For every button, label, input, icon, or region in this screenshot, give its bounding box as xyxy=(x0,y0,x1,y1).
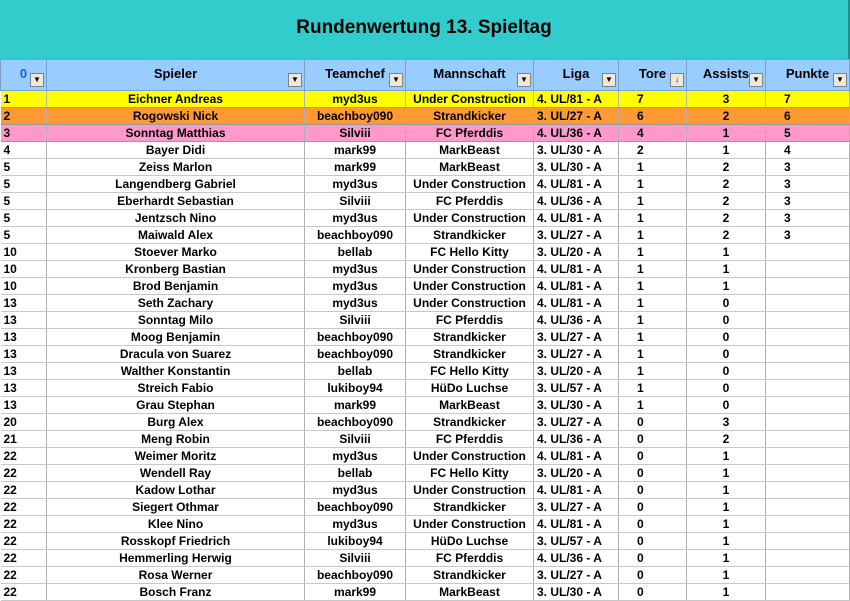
cell-teamchef[interactable]: mark99 xyxy=(305,142,406,159)
column-header-label: Tore xyxy=(638,65,667,81)
cell-liga[interactable]: 3. UL/30 - A xyxy=(534,397,619,414)
cell-spieler[interactable]: Bayer Didi xyxy=(47,142,305,159)
cell-rank[interactable]: 13 xyxy=(1,346,47,363)
cell-spieler[interactable]: Grau Stephan xyxy=(47,397,305,414)
cell-assists[interactable]: 0 xyxy=(687,346,766,363)
cell-rank[interactable]: 13 xyxy=(1,363,47,380)
cell-liga[interactable]: 4. UL/36 - A xyxy=(534,125,619,142)
table-row xyxy=(1,193,850,210)
cell-liga[interactable]: 3. UL/27 - A xyxy=(534,108,619,125)
cell-teamchef[interactable]: bellab xyxy=(305,363,406,380)
cell-teamchef[interactable]: lukiboy94 xyxy=(305,380,406,397)
cell-assists[interactable]: 1 xyxy=(687,244,766,261)
cell-teamchef[interactable]: beachboy090 xyxy=(305,329,406,346)
cell-liga[interactable]: 4. UL/36 - A xyxy=(534,550,619,567)
cell-rank[interactable]: 10 xyxy=(1,261,47,278)
cell-teamchef[interactable]: beachboy090 xyxy=(305,346,406,363)
cell-teamchef[interactable]: beachboy090 xyxy=(305,414,406,431)
dropdown-arrow-icon[interactable]: ▼ xyxy=(833,73,847,87)
cell-spieler[interactable]: Eberhardt Sebastian xyxy=(47,193,305,210)
cell-liga[interactable]: 4. UL/81 - A xyxy=(534,278,619,295)
title-banner xyxy=(0,0,850,59)
cell-liga[interactable]: 4. UL/81 - A xyxy=(534,295,619,312)
cell-rank[interactable]: 22 xyxy=(1,516,47,533)
column-header-mannschaft xyxy=(406,60,534,91)
cell-liga[interactable]: 3. UL/27 - A xyxy=(534,329,619,346)
cell-tore[interactable]: 0 xyxy=(619,499,687,516)
cell-liga[interactable]: 3. UL/27 - A xyxy=(534,499,619,516)
results-table xyxy=(0,59,850,601)
cell-mannschaft[interactable]: FC Pferddis xyxy=(406,193,534,210)
sort-descending-icon[interactable]: ↓ xyxy=(670,73,684,87)
cell-assists[interactable]: 3 xyxy=(687,414,766,431)
cell-tore[interactable]: 1 xyxy=(619,346,687,363)
cell-liga[interactable]: 3. UL/30 - A xyxy=(534,142,619,159)
cell-punkte[interactable] xyxy=(766,482,850,499)
cell-mannschaft[interactable]: MarkBeast xyxy=(406,159,534,176)
column-header-label: Assists xyxy=(702,65,750,81)
cell-teamchef[interactable]: bellab xyxy=(305,244,406,261)
cell-teamchef[interactable]: lukiboy94 xyxy=(305,533,406,550)
cell-punkte[interactable]: 7 xyxy=(766,91,850,108)
cell-assists[interactable]: 0 xyxy=(687,363,766,380)
cell-spieler[interactable]: Weimer Moritz xyxy=(47,448,305,465)
cell-assists[interactable]: 1 xyxy=(687,142,766,159)
cell-rank[interactable]: 22 xyxy=(1,448,47,465)
cell-assists[interactable]: 0 xyxy=(687,295,766,312)
cell-assists[interactable]: 2 xyxy=(687,210,766,227)
cell-mannschaft[interactable]: Under Construction xyxy=(406,278,534,295)
cell-rank[interactable]: 10 xyxy=(1,244,47,261)
cell-rank[interactable]: 1 xyxy=(1,91,47,108)
cell-rank[interactable]: 20 xyxy=(1,414,47,431)
cell-spieler[interactable]: Seth Zachary xyxy=(47,295,305,312)
cell-spieler[interactable]: Kadow Lothar xyxy=(47,482,305,499)
cell-liga[interactable]: 3. UL/27 - A xyxy=(534,227,619,244)
cell-assists[interactable]: 1 xyxy=(687,465,766,482)
column-header-label: Teamchef xyxy=(325,65,385,81)
cell-teamchef[interactable]: beachboy090 xyxy=(305,227,406,244)
cell-liga[interactable]: 4. UL/81 - A xyxy=(534,448,619,465)
cell-mannschaft[interactable]: FC Pferddis xyxy=(406,312,534,329)
cell-spieler[interactable]: Brod Benjamin xyxy=(47,278,305,295)
cell-assists[interactable]: 2 xyxy=(687,108,766,125)
cell-punkte[interactable] xyxy=(766,329,850,346)
cell-mannschaft[interactable]: FC Pferddis xyxy=(406,125,534,142)
cell-tore[interactable]: 1 xyxy=(619,380,687,397)
cell-rank[interactable]: 10 xyxy=(1,278,47,295)
cell-teamchef[interactable]: myd3us xyxy=(305,482,406,499)
cell-tore[interactable]: 0 xyxy=(619,550,687,567)
table-row xyxy=(1,295,850,312)
cell-teamchef[interactable]: myd3us xyxy=(305,91,406,108)
cell-punkte[interactable] xyxy=(766,397,850,414)
cell-teamchef[interactable]: beachboy090 xyxy=(305,567,406,584)
cell-mannschaft[interactable]: Under Construction xyxy=(406,261,534,278)
cell-rank[interactable]: 2 xyxy=(1,108,47,125)
cell-mannschaft[interactable]: MarkBeast xyxy=(406,584,534,601)
column-header-label: 0 xyxy=(19,65,28,81)
cell-punkte[interactable] xyxy=(766,448,850,465)
cell-teamchef[interactable]: Silviii xyxy=(305,431,406,448)
cell-rank[interactable]: 22 xyxy=(1,550,47,567)
cell-liga[interactable]: 3. UL/57 - A xyxy=(534,380,619,397)
table-row xyxy=(1,261,850,278)
cell-tore[interactable]: 1 xyxy=(619,159,687,176)
cell-liga[interactable]: 3. UL/20 - A xyxy=(534,465,619,482)
cell-rank[interactable]: 5 xyxy=(1,159,47,176)
cell-assists[interactable]: 1 xyxy=(687,278,766,295)
cell-punkte[interactable] xyxy=(766,312,850,329)
table-row xyxy=(1,329,850,346)
cell-tore[interactable]: 0 xyxy=(619,516,687,533)
cell-liga[interactable]: 4. UL/36 - A xyxy=(534,431,619,448)
cell-liga[interactable]: 3. UL/20 - A xyxy=(534,363,619,380)
cell-spieler[interactable]: Burg Alex xyxy=(47,414,305,431)
cell-punkte[interactable] xyxy=(766,261,850,278)
column-header-teamchef xyxy=(305,60,406,91)
cell-teamchef[interactable]: myd3us xyxy=(305,516,406,533)
table-row xyxy=(1,176,850,193)
cell-punkte[interactable] xyxy=(766,499,850,516)
cell-teamchef[interactable]: myd3us xyxy=(305,210,406,227)
cell-assists[interactable]: 2 xyxy=(687,227,766,244)
cell-assists[interactable]: 0 xyxy=(687,397,766,414)
cell-assists[interactable]: 2 xyxy=(687,159,766,176)
cell-spieler[interactable]: Jentzsch Nino xyxy=(47,210,305,227)
column-header-label: Mannschaft xyxy=(433,65,506,81)
cell-mannschaft[interactable]: Strandkicker xyxy=(406,346,534,363)
cell-assists[interactable]: 1 xyxy=(687,482,766,499)
cell-punkte[interactable] xyxy=(766,380,850,397)
cell-liga[interactable]: 4. UL/36 - A xyxy=(534,193,619,210)
cell-tore[interactable]: 1 xyxy=(619,278,687,295)
table-row xyxy=(1,380,850,397)
cell-teamchef[interactable]: Silviii xyxy=(305,312,406,329)
cell-assists[interactable]: 3 xyxy=(687,91,766,108)
table-row xyxy=(1,567,850,584)
table-row xyxy=(1,482,850,499)
cell-assists[interactable]: 2 xyxy=(687,193,766,210)
table-row xyxy=(1,465,850,482)
cell-punkte[interactable] xyxy=(766,295,850,312)
cell-punkte[interactable] xyxy=(766,516,850,533)
cell-tore[interactable]: 4 xyxy=(619,125,687,142)
cell-spieler[interactable]: Kronberg Bastian xyxy=(47,261,305,278)
column-header-tore xyxy=(619,60,687,91)
cell-assists[interactable]: 1 xyxy=(687,125,766,142)
cell-mannschaft[interactable]: FC Hello Kitty xyxy=(406,244,534,261)
cell-spieler[interactable]: Stoever Marko xyxy=(47,244,305,261)
table-row xyxy=(1,516,850,533)
cell-assists[interactable]: 1 xyxy=(687,584,766,601)
column-header-rank xyxy=(1,60,47,91)
cell-teamchef[interactable]: myd3us xyxy=(305,176,406,193)
cell-tore[interactable]: 1 xyxy=(619,397,687,414)
cell-tore[interactable]: 0 xyxy=(619,584,687,601)
cell-tore[interactable]: 0 xyxy=(619,482,687,499)
table-row xyxy=(1,431,850,448)
cell-spieler[interactable]: Klee Nino xyxy=(47,516,305,533)
cell-liga[interactable]: 4. UL/81 - A xyxy=(534,261,619,278)
cell-rank[interactable]: 22 xyxy=(1,567,47,584)
cell-liga[interactable]: 4. UL/81 - A xyxy=(534,210,619,227)
cell-teamchef[interactable]: myd3us xyxy=(305,261,406,278)
table-row xyxy=(1,448,850,465)
cell-tore[interactable]: 7 xyxy=(619,91,687,108)
cell-punkte[interactable] xyxy=(766,567,850,584)
cell-teamchef[interactable]: mark99 xyxy=(305,584,406,601)
cell-spieler[interactable]: Siegert Othmar xyxy=(47,499,305,516)
cell-teamchef[interactable]: Silviii xyxy=(305,550,406,567)
cell-spieler[interactable]: Rosskopf Friedrich xyxy=(47,533,305,550)
cell-mannschaft[interactable]: Strandkicker xyxy=(406,329,534,346)
cell-spieler[interactable]: Maiwald Alex xyxy=(47,227,305,244)
cell-teamchef[interactable]: mark99 xyxy=(305,397,406,414)
cell-punkte[interactable]: 3 xyxy=(766,210,850,227)
table-body xyxy=(1,91,850,601)
dropdown-arrow-icon[interactable]: ▼ xyxy=(517,73,531,87)
cell-rank[interactable]: 13 xyxy=(1,397,47,414)
cell-punkte[interactable] xyxy=(766,584,850,601)
cell-tore[interactable]: 0 xyxy=(619,533,687,550)
cell-mannschaft[interactable]: Strandkicker xyxy=(406,499,534,516)
table-row xyxy=(1,244,850,261)
cell-teamchef[interactable]: Silviii xyxy=(305,193,406,210)
cell-rank[interactable]: 13 xyxy=(1,380,47,397)
cell-liga[interactable]: 3. UL/20 - A xyxy=(534,244,619,261)
dropdown-arrow-icon[interactable]: ▼ xyxy=(749,73,763,87)
cell-mannschaft[interactable]: Strandkicker xyxy=(406,108,534,125)
cell-tore[interactable]: 0 xyxy=(619,431,687,448)
table-row xyxy=(1,278,850,295)
cell-spieler[interactable]: Hemmerling Herwig xyxy=(47,550,305,567)
table-row xyxy=(1,125,850,142)
cell-assists[interactable]: 1 xyxy=(687,499,766,516)
cell-assists[interactable]: 2 xyxy=(687,431,766,448)
cell-rank[interactable]: 5 xyxy=(1,227,47,244)
cell-rank[interactable]: 13 xyxy=(1,329,47,346)
cell-spieler[interactable]: Rogowski Nick xyxy=(47,108,305,125)
cell-spieler[interactable]: Meng Robin xyxy=(47,431,305,448)
cell-tore[interactable]: 0 xyxy=(619,414,687,431)
cell-mannschaft[interactable]: Under Construction xyxy=(406,482,534,499)
cell-assists[interactable]: 2 xyxy=(687,176,766,193)
cell-spieler[interactable]: Moog Benjamin xyxy=(47,329,305,346)
dropdown-arrow-icon[interactable]: ▼ xyxy=(389,73,403,87)
cell-liga[interactable]: 3. UL/30 - A xyxy=(534,159,619,176)
cell-liga[interactable]: 4. UL/81 - A xyxy=(534,91,619,108)
cell-spieler[interactable]: Rosa Werner xyxy=(47,567,305,584)
cell-punkte[interactable]: 3 xyxy=(766,227,850,244)
cell-rank[interactable]: 13 xyxy=(1,295,47,312)
cell-teamchef[interactable]: myd3us xyxy=(305,278,406,295)
cell-tore[interactable]: 1 xyxy=(619,261,687,278)
cell-tore[interactable]: 6 xyxy=(619,108,687,125)
cell-rank[interactable]: 5 xyxy=(1,176,47,193)
table-row xyxy=(1,159,850,176)
table-row xyxy=(1,346,850,363)
cell-assists[interactable]: 1 xyxy=(687,261,766,278)
cell-rank[interactable]: 21 xyxy=(1,431,47,448)
cell-tore[interactable]: 1 xyxy=(619,176,687,193)
cell-assists[interactable]: 0 xyxy=(687,312,766,329)
cell-liga[interactable]: 3. UL/30 - A xyxy=(534,584,619,601)
table-row xyxy=(1,108,850,125)
cell-mannschaft[interactable]: Under Construction xyxy=(406,448,534,465)
cell-rank[interactable]: 3 xyxy=(1,125,47,142)
cell-liga[interactable]: 3. UL/57 - A xyxy=(534,533,619,550)
cell-tore[interactable]: 0 xyxy=(619,465,687,482)
table-row xyxy=(1,91,850,108)
column-header-label: Punkte xyxy=(785,65,830,81)
cell-mannschaft[interactable]: FC Hello Kitty xyxy=(406,363,534,380)
cell-rank[interactable]: 5 xyxy=(1,193,47,210)
cell-tore[interactable]: 1 xyxy=(619,227,687,244)
cell-punkte[interactable] xyxy=(766,363,850,380)
cell-rank[interactable]: 22 xyxy=(1,499,47,516)
cell-teamchef[interactable]: myd3us xyxy=(305,448,406,465)
cell-mannschaft[interactable]: Under Construction xyxy=(406,210,534,227)
cell-spieler[interactable]: Dracula von Suarez xyxy=(47,346,305,363)
cell-tore[interactable]: 0 xyxy=(619,448,687,465)
cell-mannschaft[interactable]: MarkBeast xyxy=(406,397,534,414)
cell-mannschaft[interactable]: FC Pferddis xyxy=(406,431,534,448)
cell-punkte[interactable] xyxy=(766,533,850,550)
cell-punkte[interactable] xyxy=(766,550,850,567)
column-header-spieler xyxy=(47,60,305,91)
cell-tore[interactable]: 1 xyxy=(619,193,687,210)
cell-teamchef[interactable]: myd3us xyxy=(305,295,406,312)
cell-tore[interactable]: 1 xyxy=(619,210,687,227)
column-header-label: Liga xyxy=(562,65,590,81)
cell-rank[interactable]: 13 xyxy=(1,312,47,329)
cell-teamchef[interactable]: mark99 xyxy=(305,159,406,176)
table-row xyxy=(1,414,850,431)
cell-tore[interactable]: 1 xyxy=(619,329,687,346)
column-header-label: Spieler xyxy=(153,65,198,81)
table-row xyxy=(1,363,850,380)
cell-mannschaft[interactable]: Strandkicker xyxy=(406,414,534,431)
cell-liga[interactable]: 4. UL/36 - A xyxy=(534,312,619,329)
cell-punkte[interactable]: 3 xyxy=(766,159,850,176)
cell-punkte[interactable]: 6 xyxy=(766,108,850,125)
cell-mannschaft[interactable]: Under Construction xyxy=(406,516,534,533)
cell-tore[interactable]: 1 xyxy=(619,244,687,261)
cell-assists[interactable]: 1 xyxy=(687,567,766,584)
cell-rank[interactable]: 5 xyxy=(1,210,47,227)
cell-spieler[interactable]: Langendberg Gabriel xyxy=(47,176,305,193)
column-header-punkte xyxy=(766,60,850,91)
cell-liga[interactable]: 3. UL/27 - A xyxy=(534,567,619,584)
cell-punkte[interactable]: 3 xyxy=(766,176,850,193)
cell-punkte[interactable] xyxy=(766,414,850,431)
cell-spieler[interactable]: Walther Konstantin xyxy=(47,363,305,380)
cell-spieler[interactable]: Sonntag Matthias xyxy=(47,125,305,142)
cell-rank[interactable]: 4 xyxy=(1,142,47,159)
cell-punkte[interactable] xyxy=(766,465,850,482)
cell-mannschaft[interactable]: MarkBeast xyxy=(406,142,534,159)
cell-spieler[interactable]: Sonntag Milo xyxy=(47,312,305,329)
table-row xyxy=(1,499,850,516)
cell-assists[interactable]: 1 xyxy=(687,448,766,465)
cell-mannschaft[interactable]: Strandkicker xyxy=(406,227,534,244)
cell-teamchef[interactable]: Silviii xyxy=(305,125,406,142)
table-row xyxy=(1,210,850,227)
header-row xyxy=(1,60,850,91)
cell-rank[interactable]: 22 xyxy=(1,584,47,601)
cell-mannschaft[interactable]: Under Construction xyxy=(406,91,534,108)
cell-liga[interactable]: 3. UL/27 - A xyxy=(534,346,619,363)
cell-tore[interactable]: 2 xyxy=(619,142,687,159)
cell-rank[interactable]: 22 xyxy=(1,482,47,499)
cell-punkte[interactable] xyxy=(766,346,850,363)
cell-assists[interactable]: 0 xyxy=(687,380,766,397)
cell-spieler[interactable]: Zeiss Marlon xyxy=(47,159,305,176)
dropdown-arrow-icon[interactable]: ▼ xyxy=(30,73,44,87)
cell-assists[interactable]: 1 xyxy=(687,533,766,550)
cell-teamchef[interactable]: bellab xyxy=(305,465,406,482)
cell-mannschaft[interactable]: Under Construction xyxy=(406,176,534,193)
cell-spieler[interactable]: Wendell Ray xyxy=(47,465,305,482)
page-title: Rundenwertung 13. Spieltag xyxy=(296,17,552,38)
dropdown-arrow-icon[interactable]: ▼ xyxy=(602,73,616,87)
cell-spieler[interactable]: Eichner Andreas xyxy=(47,91,305,108)
cell-teamchef[interactable]: beachboy090 xyxy=(305,108,406,125)
cell-tore[interactable]: 0 xyxy=(619,567,687,584)
cell-liga[interactable]: 4. UL/81 - A xyxy=(534,516,619,533)
cell-liga[interactable]: 3. UL/27 - A xyxy=(534,414,619,431)
cell-punkte[interactable] xyxy=(766,244,850,261)
cell-punkte[interactable]: 5 xyxy=(766,125,850,142)
dropdown-arrow-icon[interactable]: ▼ xyxy=(288,73,302,87)
table-row xyxy=(1,312,850,329)
cell-assists[interactable]: 1 xyxy=(687,550,766,567)
cell-spieler[interactable]: Bosch Franz xyxy=(47,584,305,601)
table-row xyxy=(1,397,850,414)
cell-mannschaft[interactable]: FC Pferddis xyxy=(406,550,534,567)
column-header-liga xyxy=(534,60,619,91)
cell-spieler[interactable]: Streich Fabio xyxy=(47,380,305,397)
cell-rank[interactable]: 22 xyxy=(1,465,47,482)
cell-assists[interactable]: 1 xyxy=(687,516,766,533)
cell-liga[interactable]: 4. UL/81 - A xyxy=(534,482,619,499)
cell-mannschaft[interactable]: Under Construction xyxy=(406,295,534,312)
column-header-assists xyxy=(687,60,766,91)
cell-liga[interactable]: 4. UL/81 - A xyxy=(534,176,619,193)
table-row xyxy=(1,584,850,601)
table-row xyxy=(1,550,850,567)
cell-punkte[interactable]: 3 xyxy=(766,193,850,210)
cell-tore[interactable]: 1 xyxy=(619,312,687,329)
cell-assists[interactable]: 0 xyxy=(687,329,766,346)
table-row xyxy=(1,227,850,244)
cell-mannschaft[interactable]: HüDo Luchse xyxy=(406,380,534,397)
cell-mannschaft[interactable]: Strandkicker xyxy=(406,567,534,584)
table-row xyxy=(1,142,850,159)
cell-rank[interactable]: 22 xyxy=(1,533,47,550)
cell-tore[interactable]: 1 xyxy=(619,363,687,380)
cell-teamchef[interactable]: beachboy090 xyxy=(305,499,406,516)
cell-punkte[interactable]: 4 xyxy=(766,142,850,159)
cell-tore[interactable]: 1 xyxy=(619,295,687,312)
cell-punkte[interactable] xyxy=(766,431,850,448)
cell-punkte[interactable] xyxy=(766,278,850,295)
cell-mannschaft[interactable]: HüDo Luchse xyxy=(406,533,534,550)
table-row xyxy=(1,533,850,550)
cell-mannschaft[interactable]: FC Hello Kitty xyxy=(406,465,534,482)
